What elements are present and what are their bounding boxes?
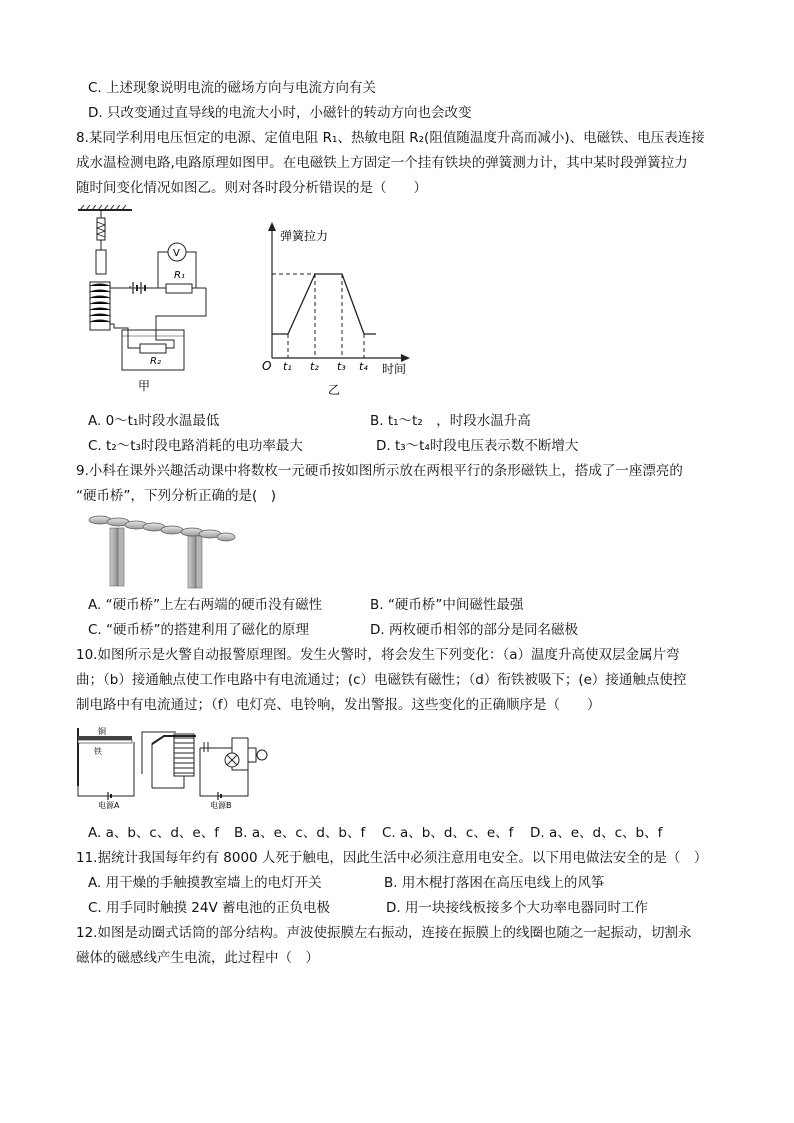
q10-stem-line3: 制电路中有电流通过；（f）电灯亮、电铃响，发出警报。这些变化的正确顺序是（ ） <box>76 697 601 713</box>
q9-option-a: A. “硬币桥”上左右两端的硬币没有磁性 <box>88 597 323 613</box>
q8-stem-line3: 随时间变化情况如图乙。则对各时段分析错误的是（ ） <box>76 180 427 196</box>
q10-option-d: D. a、e、d、c、b、f <box>530 825 663 841</box>
origin-label: O <box>262 359 272 373</box>
q8-stem-line2: 成水温检测电路,电路原理如图甲。在电磁铁上方固定一个挂有铁块的弹簧测力计，其中某时段弹簧拉力 <box>76 155 688 171</box>
figure-jia-caption: 甲 <box>138 379 151 393</box>
q9-stem-line1: 9.小科在课外兴趣活动课中将数枚一元硬币按如图所示放在两根平行的条形磁铁上，搭成了一座漂亮的 <box>76 463 683 479</box>
fire-alarm-figure <box>72 724 272 810</box>
tick-t4: t₄ <box>359 360 368 373</box>
r2-label: R₂ <box>150 356 161 367</box>
q8-circuit-figure <box>70 204 220 404</box>
coin-bridge-figure <box>86 510 236 590</box>
q10-option-a: A. a、b、c、d、e、f <box>88 825 219 841</box>
source-a-label: 电源A <box>98 801 120 810</box>
q10-option-b: B. a、e、c、d、b、f <box>234 825 366 841</box>
q10-stem-line2: 曲；（b）接通触点使工作电路中有电流通过；(c）电磁铁有磁性；（d）衔铁被吸下；(e）接通触点使控 <box>76 672 687 688</box>
q11-option-b: B. 用木棍打落困在高压电线上的风筝 <box>384 875 605 891</box>
q12-stem-line2: 磁体的磁感线产生电流，此过程中（ ） <box>76 950 319 966</box>
q9-option-d: D. 两枚硬币相邻的部分是同名磁极 <box>370 622 578 638</box>
source-b-label: 电源B <box>210 801 232 810</box>
q8-option-b: B. t₁～t₂ ，时段水温升高 <box>370 413 531 429</box>
q9-option-b: B. “硬币桥”中间磁性最强 <box>370 597 524 613</box>
voltmeter-label: V <box>173 248 180 259</box>
q8-option-a: A. 0～t₁时段水温最低 <box>88 413 220 429</box>
q11-option-c: C. 用手同时触摸 24V 蓄电池的正负电极 <box>88 900 331 916</box>
q9-option-c: C. “硬币桥”的搭建利用了磁化的原理 <box>88 622 309 638</box>
q9-stem-line2: “硬币桥”，下列分析正确的是( ) <box>76 488 277 504</box>
x-axis-label: 时间 <box>382 362 407 376</box>
q11-option-d: D. 用一块接线板接多个大功率电器同时工作 <box>386 900 648 916</box>
copper-label: 铜 <box>98 727 106 736</box>
q10-stem-line1: 10.如图所示是火警自动报警原理图。发生火警时，将会发生下列变化：（a）温度升高使双层金属片弯 <box>76 647 680 663</box>
q12-stem-line1: 12.如图是动圈式话筒的部分结构。声波使振膜左右振动，连接在振膜上的线圈也随之一起振动，切割永 <box>76 925 692 941</box>
figure-yi-caption: 乙 <box>328 383 341 397</box>
q7-option-d: D. 只改变通过直导线的电流大小时，小磁针的转动方向也会改变 <box>88 105 472 121</box>
q11-option-a: A. 用干燥的手触摸教室墙上的电灯开关 <box>88 875 322 891</box>
q7-option-c: C. 上述现象说明电流的磁场方向与电流方向有关 <box>88 80 377 96</box>
q8-option-d: D. t₃～t₄时段电压表示数不断增大 <box>376 438 579 454</box>
r1-label: R₁ <box>174 270 185 281</box>
q10-option-c: C. a、b、d、c、e、f <box>382 825 514 841</box>
y-axis-label: 弹簧拉力 <box>280 229 329 243</box>
tick-t3: t₃ <box>337 360 346 373</box>
force-curve <box>272 274 376 334</box>
iron-label: 铁 <box>94 747 102 756</box>
q8-stem-line1: 8.某同学利用电压恒定的电源、定值电阻 R₁、热敏电阻 R₂(阻值随温度升高而减小)、电磁铁、电压表连接 <box>76 130 705 146</box>
q8-option-c: C. t₂～t₃时段电路消耗的电功率最大 <box>88 438 303 454</box>
tick-t1: t₁ <box>283 360 292 373</box>
q11-stem: 11.据统计我国每年约有 8000 人死于触电，因此生活中必须注意用电安全。以下用电做法安全的是（ ） <box>76 850 708 866</box>
tick-t2: t₂ <box>310 360 319 373</box>
q8-force-time-graph <box>258 218 418 404</box>
